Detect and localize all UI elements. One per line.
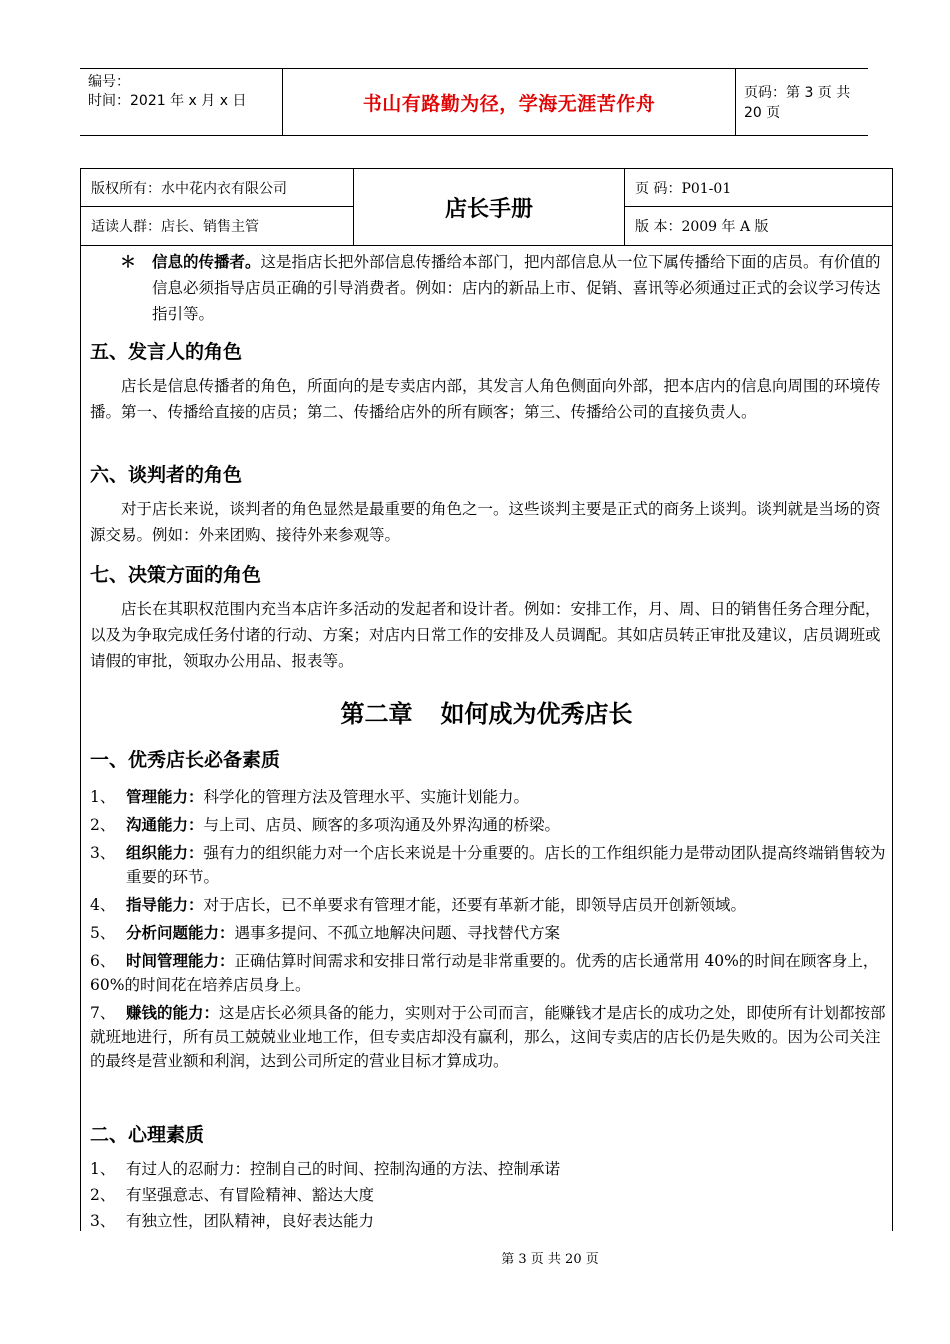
section-7-text: 店长在其职权范围内充当本店许多活动的发起者和设计者。例如：安排工作，月、周、日的销售任务合理分配，以及为争取完成任务付诸的行动、方案；对店内日常工作的安排及人员调配。其如店员转正审批及建议，店员调班或请假的审批，领取办公用品、报表等。 — [90, 600, 881, 670]
part-2-list — [90, 1157, 890, 1233]
section-7-body — [90, 596, 890, 674]
section-6-title: 六、谈判者的角色 — [90, 464, 243, 486]
item-number: 3、 — [90, 844, 116, 862]
list-item — [90, 841, 890, 889]
chapter-title — [80, 694, 893, 729]
motto: 书山有路勤为径，学海无涯苦作舟 — [362, 92, 656, 115]
item-number: 6、 — [90, 952, 116, 970]
item-number: 5、 — [90, 924, 116, 942]
list-item — [90, 1001, 890, 1073]
list-item — [90, 921, 890, 945]
item-number: 1、 — [90, 788, 116, 806]
item-text: 科学化的管理方法及管理水平、实施计划能力。 — [203, 788, 530, 806]
list-item — [90, 1157, 890, 1181]
item-text: 与上司、店员、顾客的多项沟通及外界沟通的桥梁。 — [203, 816, 561, 834]
item-number: 1、 — [90, 1160, 116, 1178]
item-lead: 赚钱的能力： — [126, 1004, 220, 1022]
item-text: 对于店长，已不单要求有管理才能，还要有革新才能，即领导店员开创新领域。 — [203, 896, 747, 914]
item-lead: 组织能力： — [126, 844, 204, 862]
item-text: 有过人的忍耐力：控制自己的时间、控制沟通的方法、控制承诺 — [126, 1160, 561, 1178]
item-number: 2、 — [90, 816, 116, 834]
item-text: 正确估算时间需求和安排日常行动是非常重要的。优秀的店长通常用 40%的时间在顾客身上，60%的时间花在培养店员身上。 — [90, 952, 879, 994]
item-text: 有独立性，团队精神，良好表达能力 — [126, 1212, 375, 1230]
item-number: 4、 — [90, 896, 116, 914]
part-1-list — [90, 785, 890, 1073]
item-number: 7、 — [90, 1004, 116, 1022]
item-number: 2、 — [90, 1186, 116, 1204]
list-item — [90, 785, 890, 809]
section-5-title: 五、发言人的角色 — [90, 341, 243, 363]
serial-date-cell — [80, 69, 282, 135]
list-item — [90, 813, 890, 837]
list-item — [90, 949, 890, 997]
bullet-lead: 信息的传播者。 — [152, 253, 261, 271]
bullet-item — [120, 249, 890, 327]
list-item — [90, 1209, 890, 1233]
part-1-title: 一、优秀店长必备素质 — [90, 749, 281, 771]
manual-header-table — [80, 168, 893, 246]
serial-label: 编号： — [88, 74, 130, 90]
item-text: 这是店长必须具备的能力，实则对于公司而言，能赚钱才是店长的成功之处，即使所有计划都按部就班地进行，所有员工兢兢业业地工作，但专卖店却没有赢利，那么，这间专卖店的店长仍是失败的。因为公司关注的最终是营业额和利润，达到公司所定的营业目标才算成功。 — [90, 1004, 886, 1070]
item-lead: 管理能力： — [126, 788, 204, 806]
item-text: 有坚强意志、有冒险精神、豁达大度 — [126, 1186, 375, 1204]
date-label: 时间：2021 年 x 月 x 日 — [88, 93, 247, 109]
audience-cell: 适读人群：店长、销售主管 — [81, 207, 354, 245]
section-5-text: 店长是信息传播者的角色，所面向的是专卖店内部，其发言人角色侧面向外部，把本店内的信息向周围的环境传播。第一、传播给直接的店员；第二、传播给店外的所有顾客；第三、传播给公司的直接负责人。 — [90, 377, 881, 421]
item-lead: 指导能力： — [126, 896, 204, 914]
top-header — [80, 68, 868, 136]
list-item — [90, 1183, 890, 1207]
chapter-name: 如何成为优秀店长 — [440, 700, 633, 728]
item-text: 强有力的组织能力对一个店长来说是十分重要的。店长的工作组织能力是带动团队提高终端销售较为重要的环节。 — [126, 844, 886, 886]
page-info-cell — [736, 69, 868, 135]
page-footer: 第 3 页 共 20 页 — [501, 1252, 599, 1267]
page-info: 页码：第 3 页 共 20 页 — [744, 85, 851, 121]
copyright-cell: 版权所有：水中花内衣有限公司 — [81, 169, 354, 207]
bullet-body: 这是指店长把外部信息传播给本部门，把内部信息从一位下属传播给下面的店员。有价值的信息必须指导店员正确的引导消费者。例如：店内的新品上市、促销、喜讯等必须通过正式的会议学习传达指引等。 — [152, 253, 881, 323]
section-5-body — [90, 373, 890, 425]
item-lead: 分析问题能力： — [126, 924, 235, 942]
part-2-title: 二、心理素质 — [90, 1124, 205, 1146]
item-lead: 沟通能力： — [126, 816, 204, 834]
manual-title: 店长手册 — [444, 196, 533, 222]
star-bullet-icon: ＊ — [120, 252, 137, 271]
version-cell: 版 本：2009 年 A 版 — [624, 207, 892, 245]
list-item — [90, 893, 890, 917]
section-6-body — [90, 496, 890, 548]
item-lead: 时间管理能力： — [126, 952, 235, 970]
motto-cell — [282, 69, 736, 135]
item-text: 遇事多提问、不孤立地解决问题、寻找替代方案 — [234, 924, 561, 942]
chapter-number: 第二章 — [340, 700, 413, 728]
page-code-cell: 页 码：P01-01 — [624, 169, 892, 207]
item-number: 3、 — [90, 1212, 116, 1230]
section-7-title: 七、决策方面的角色 — [90, 564, 262, 586]
section-6-text: 对于店长来说，谈判者的角色显然是最重要的角色之一。这些谈判主要是正式的商务上谈判。谈判就是当场的资源交易。例如：外来团购、接待外来参观等。 — [90, 500, 881, 544]
bullet-text — [152, 249, 890, 327]
